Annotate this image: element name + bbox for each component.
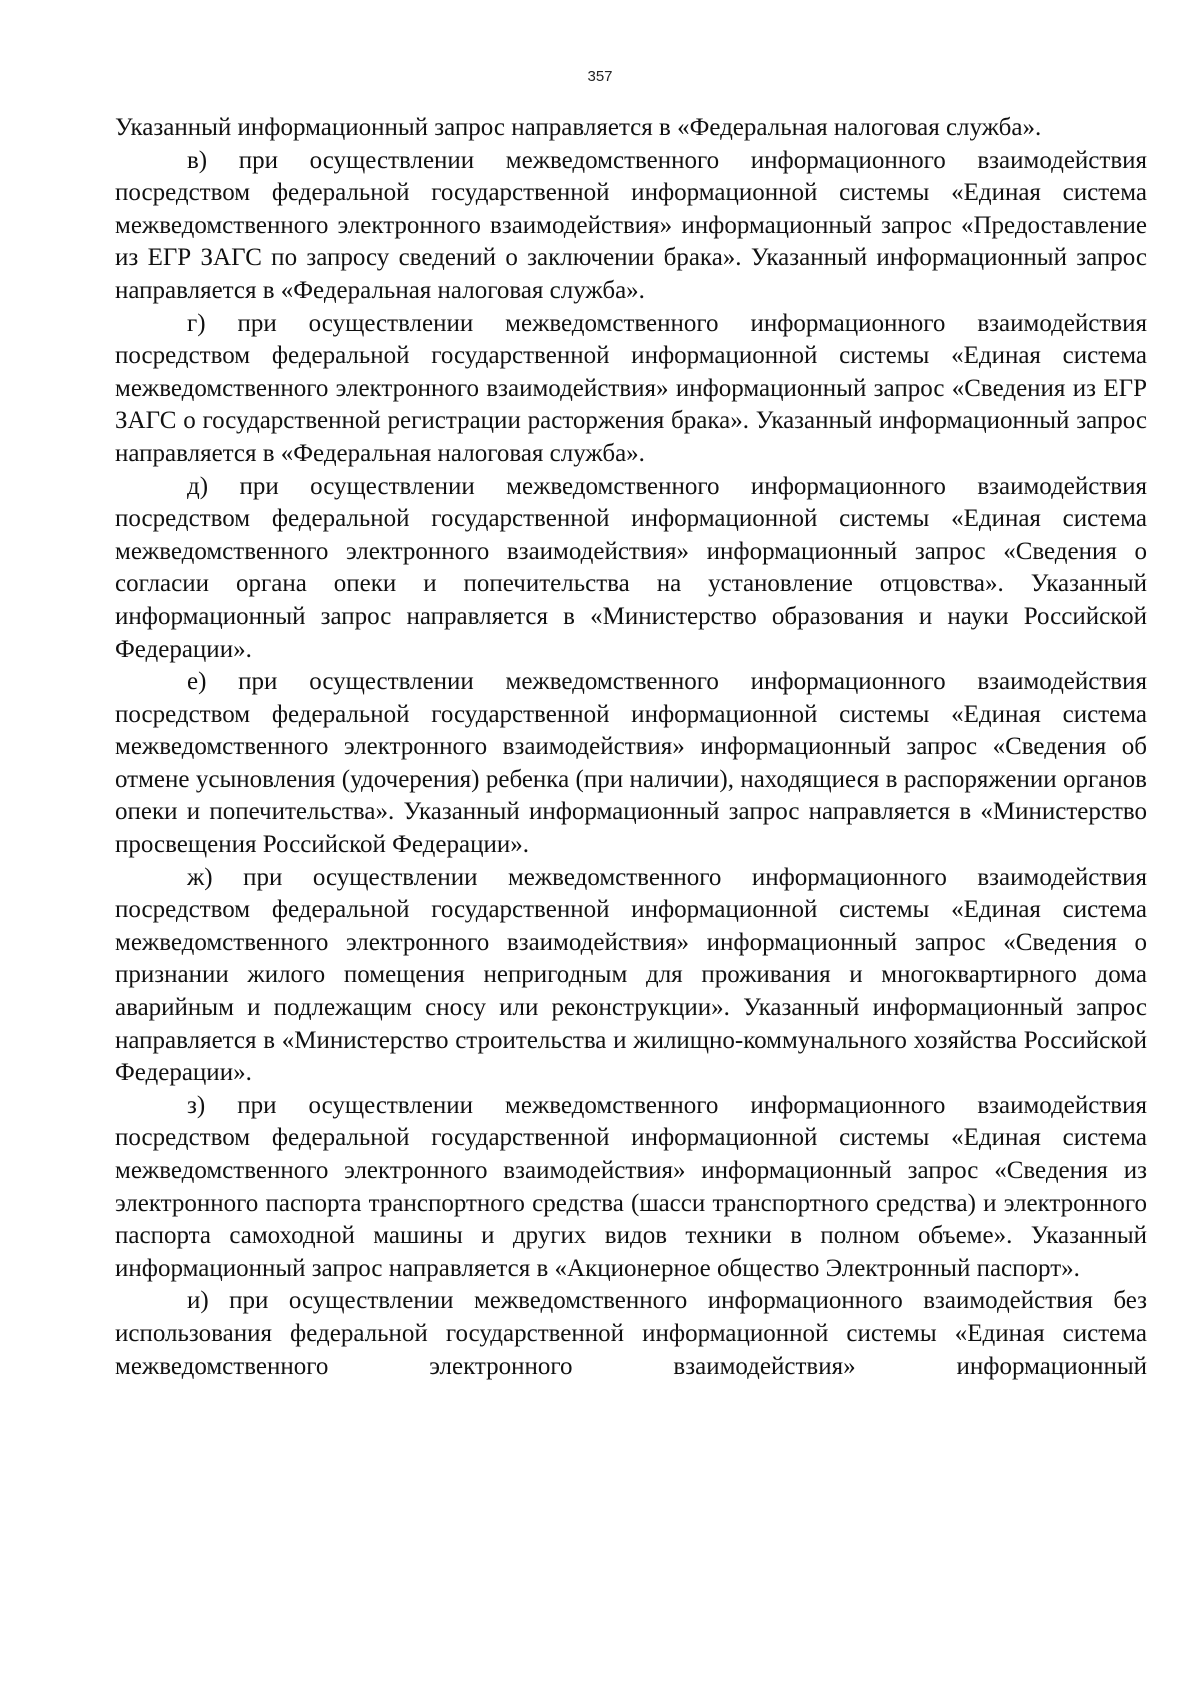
document-body — [115, 112, 1147, 1383]
paragraph-item-d: д) при осуществлении межведомственного информационного взаимодействия посредством федеральной государственной информационной системы «Единая система межведомственного электронного взаимодействия» информационный запрос «Сведения о согласии органа опеки и попечительства на установление отцовства». Указанный информационный запрос направляется в «Министерство образования и науки Российской Федерации». — [115, 472, 1147, 663]
paragraph-item-e: е) при осуществлении межведомственного информационного взаимодействия посредством федеральной государственной информационной системы «Единая система межведомственного электронного взаимодействия» информационный запрос «Сведения об отмене усыновления (удочерения) ребенка (при наличии), находящиеся в распоряжении органов опеки и попечительства». Указанный информационный запрос направляется в «Министерство просвещения Российской Федерации». — [115, 668, 1147, 859]
page-number: 357 — [587, 68, 613, 85]
paragraph-item-i: и) при осуществлении межведомственного информационного взаимодействия без использования федеральной государственной информационной системы «Единая система межведомственного электронного взаимодействия» информационный — [115, 1287, 1147, 1380]
paragraph-item-z: з) при осуществлении межведомственного информационного взаимодействия посредством федеральной государственной информационной системы «Единая система межведомственного электронного взаимодействия» информационный запрос «Сведения из электронного паспорта транспортного средства (шасси транспортного средства) и электронного паспорта самоходной машины и других видов техники в полном объеме». Указанный информационный запрос направляется в «Акционерное общество Электронный паспорт». — [115, 1091, 1147, 1282]
paragraph-item-g: г) при осуществлении межведомственного информационного взаимодействия посредством федеральной государственной информационной системы «Единая система межведомственного электронного взаимодействия» информационный запрос «Сведения из ЕГР ЗАГС о государственной регистрации расторжения брака». Указанный информационный запрос направляется в «Федеральная налоговая служба». — [115, 309, 1147, 467]
paragraph-item-zh: ж) при осуществлении межведомственного информационного взаимодействия посредством федеральной государственной информационной системы «Единая система межведомственного электронного взаимодействия» информационный запрос «Сведения о признании жилого помещения непригодным для проживания и многоквартирного дома аварийным и подлежащим сносу или реконструкции». Указанный информационный запрос направляется в «Министерство строительства и жилищно-коммунального хозяйства Российской Федерации». — [115, 863, 1147, 1087]
paragraph-item-v: в) при осуществлении межведомственного информационного взаимодействия посредством федеральной государственной информационной системы «Единая система межведомственного электронного взаимодействия» информационный запрос «Предоставление из ЕГР ЗАГС по запросу сведений о заключении брака». Указанный информационный запрос направляется в «Федеральная налоговая служба». — [115, 146, 1147, 304]
paragraph-continuation: Указанный информационный запрос направляется в «Федеральная налоговая служба». — [115, 114, 1042, 141]
